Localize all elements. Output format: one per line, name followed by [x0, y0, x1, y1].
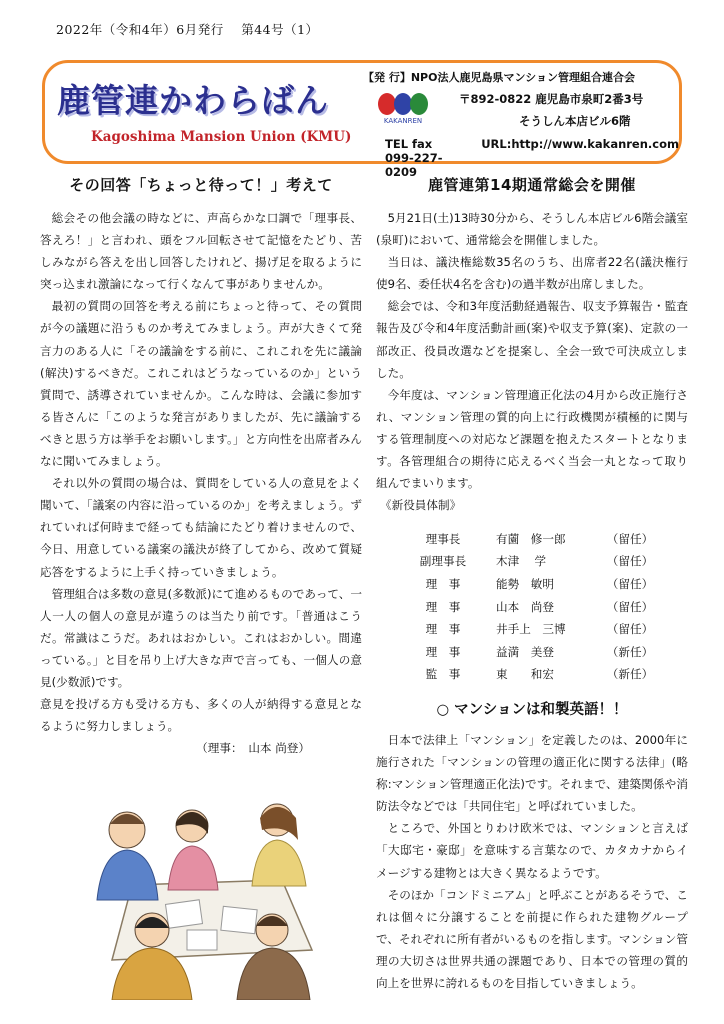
publisher-name: NPO法人鹿児島県マンション管理組合連合会: [410, 71, 635, 84]
roster-role: 理 事: [425, 599, 461, 614]
sub-paragraph: 日本で法律上「マンション」を定義したのは、2000年に施行された「マンションの管理の適正化に関する法律」(略称:マンション管理適正化法)です。それまで、建築関係や消防法令などでは「共同住宅」と呼ばれていました。: [376, 732, 688, 814]
roster-name: 能勢 敏明: [496, 577, 554, 591]
right-heading: 鹿管連第14期通常総会を開催: [428, 176, 636, 194]
right-column: [376, 174, 688, 994]
roster-row: [400, 663, 660, 686]
roster-role: 理 事: [425, 622, 461, 637]
publisher: [363, 69, 635, 85]
roster-heading: 《新役員体制》: [380, 498, 462, 513]
left-paragraph: 意見を投げる方も受ける方も、多くの人が納得する意見となるように努力しましょう。: [40, 697, 362, 734]
roster-row: [400, 528, 660, 551]
roster-role: 副理事長: [419, 554, 467, 569]
sub-paragraph: そのほか「コンドミニアム」と呼ぶことがあるそうで、これは個々に分譲することを前提に作られた建物グループで、それぞれに所有者がいるものを指します。マンション管理の大切さは世界共通の課題であり、日本での管理の質的向上を世界に誇れるものを目指していきましょう。: [376, 887, 688, 990]
building: そうしん本店ビル6階: [519, 114, 631, 128]
masthead: [42, 60, 682, 179]
roster-name: 益満 美登: [496, 644, 554, 659]
right-paragraph: 当日は、議決権総数35名のうち、出席者22名(議決権行使9名、委任状4名を含む)の過半数が出席しました。: [376, 255, 688, 292]
left-paragraph: 総会その他会議の時などに、声高らかな口調で「理事長、答えろ！」と言われ、頭をフル回転させて記憶をたどり、苦しみながら答えを出し回答したけれど、揚げ足を取るように突っ込まれ激論になって行くなんて事がありませんか。: [40, 211, 362, 292]
right-paragraph: 5月21日(土)13時30分から、そうしん本店ビル6階会議室(泉町)において、通常総会を開催しました。: [376, 211, 688, 248]
roster-status: （新任）: [606, 667, 654, 682]
roster-role: 監 事: [425, 667, 461, 682]
right-paragraph: 今年度は、マンション管理適正化法の4月から改正施行され、マンション管理の質的向上に行政機関が積極的に関与する管理制度への対応など課題を抱えたスタートとなります。各管理組合の期待に応えるべく当会一丸となって取り組んでまいります。: [376, 387, 688, 491]
roster-row: [400, 573, 660, 596]
phone: TEL fax 099-227-0209: [385, 137, 443, 179]
roster-row: [400, 641, 660, 664]
left-column: [40, 174, 362, 771]
article-author: （理事： 山本 尚登）: [196, 741, 310, 756]
roster-row: [400, 618, 660, 641]
roster-name: 井手上 三博: [496, 622, 566, 637]
roster-role: 理 事: [425, 644, 461, 659]
roster-status: （留任）: [606, 622, 654, 637]
publisher-label: 【発 行】: [363, 71, 411, 84]
newsletter-subtitle: Kagoshima Mansion Union (KMU): [91, 129, 352, 145]
left-paragraph: 管理組合は多数の意見(多数派)にて進めるものであって、一人一人の個人の意見が違うのは当たり前です。「普通はこうだ。常識はこうだ。あれはおかしい。これはおかしい。間違っている。」と目を吊り上げ大きな声で言っても、一個人の意見(少数派)です。: [40, 586, 362, 689]
issue-line: 2022年（令和4年）6月発行 第44号（1）: [56, 22, 319, 37]
kakanren-logo: [375, 90, 431, 126]
newsletter-title: 鹿管連かわらばん: [57, 81, 329, 120]
contact-row: [385, 137, 679, 179]
right-paragraph: 総会では、令和3年度活動経過報告、収支予算報告・監査報告及び令和4年度活動計画(案)や収支予算(案)、定款の一部改正、役員改選などを提案し、全会一致で可決成立しました。: [376, 299, 688, 380]
roster-status: （留任）: [606, 554, 654, 569]
roster-row: [400, 550, 660, 573]
roster-role: 理事長: [425, 531, 461, 546]
roster-role: 理 事: [425, 577, 461, 591]
left-paragraph: 最初の質問の回答を考える前にちょっと待って、その質問が今の議題に沿うものか考えてみましょう。声が大きくて発言力のある人に「その議論をする前に、これこれを先に議論(解決)するべきだ。これこれはどうなっているのか」という質問で、誘導されていませんか。こんな時は、会議に参加する皆さんに「このような発言がありましたが、先に議論するべきと思う方は挙手をお願いします。」と方向性を出席者みんなに聞いてみましょう。: [40, 299, 362, 469]
roster-status: （留任）: [606, 599, 654, 614]
roster-status: （新任）: [606, 644, 654, 659]
sub-paragraph: ところで、外国とりわけ欧米では、マンションと言えば「大邸宅・豪邸」を意味する言葉なので、カタカナからイメージする建物とは大きく異なるようです。: [376, 821, 688, 880]
website-url[interactable]: URL:http://www.kakanren.com: [481, 137, 679, 151]
logo-text: KAKANREN: [383, 117, 423, 125]
left-paragraph: それ以外の質問の場合は、質問をしている人の意見をよく聞いて、「議案の内容に沿っているのか」を考えましょう。ずれていれば何時まで経っても結論にたどり着けませんので、今日、用意している議案の議決が終了してから、改めて質疑応答をするように上手く持っていきましょう。: [40, 476, 362, 579]
roster-status: （留任）: [606, 577, 654, 591]
roster-name: 有薗 修一郎: [496, 531, 566, 546]
roster-status: （留任）: [606, 531, 654, 546]
roster-row: [400, 596, 660, 619]
roster-name: 木津 学: [496, 554, 547, 569]
meeting-illustration: [72, 790, 334, 1000]
sub-heading: ○ マンションは和製英語！！: [436, 701, 628, 718]
roster-name: 山本 尚登: [496, 599, 554, 614]
roster-name: 東 和宏: [496, 667, 554, 682]
address: 〒892-0822 鹿児島市泉町2番3号: [459, 92, 644, 106]
officer-roster: [400, 528, 660, 686]
left-heading: その回答「ちょっと待って！」考えて: [69, 176, 333, 194]
